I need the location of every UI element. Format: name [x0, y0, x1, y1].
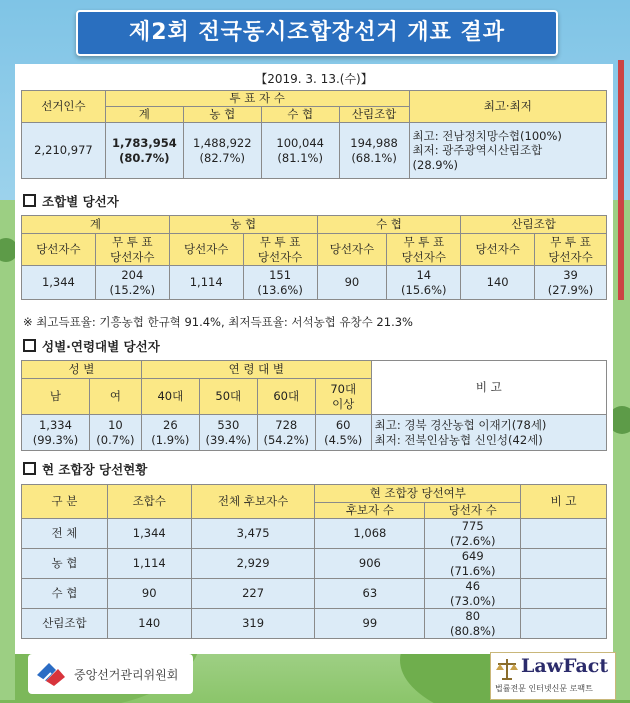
col-winners: 당선자수: [22, 234, 96, 266]
age-70s-value: 60 (4.5%): [315, 415, 371, 451]
winners-by-union-table: [21, 215, 607, 300]
nec-logo-badge: [28, 654, 193, 694]
unopposed-value: 151 (13.6%): [243, 266, 317, 300]
age-40s-value: 26 (1.9%): [141, 415, 199, 451]
row-inc-winners: 80 (80.8%): [425, 609, 521, 639]
row-type: 전 체: [22, 519, 108, 549]
header-count: 조합수: [107, 485, 191, 519]
winners-value: 1,114: [169, 266, 243, 300]
group-agri: 농 협: [169, 216, 317, 234]
age-60s-value: 728 (54.2%): [257, 415, 315, 451]
table-row: [22, 609, 607, 639]
unopposed-value: 14 (15.6%): [387, 266, 461, 300]
row-remark: [521, 549, 607, 579]
row-remark: [521, 609, 607, 639]
lawfact-name: LawFact: [521, 655, 609, 677]
vote-share-note: ※ 최고득표율: 기흥농협 한규혁 91.4%, 최저득표율: 서석농협 유창수 21.3%: [23, 315, 413, 329]
row-inc-candidates: 99: [315, 609, 425, 639]
extreme-values: 최고: 전남정치망수협(100%) 최저: 광주광역시산림조합 (28.9%): [409, 123, 606, 179]
row-type: 산림조합: [22, 609, 108, 639]
male-value: 1,334 (99.3%): [22, 415, 90, 451]
sub-forest: 산림조합: [339, 107, 409, 123]
section-by-union: 조합별 당선자: [23, 192, 119, 210]
group-forest: 산림조합: [461, 216, 607, 234]
col-40s: 40대: [141, 379, 199, 415]
col-unopposed: 무 투 표 당선자수: [535, 234, 607, 266]
row-inc-candidates: 63: [315, 579, 425, 609]
age-50s-value: 530 (39.4%): [199, 415, 257, 451]
col-winners: 당선자수: [317, 234, 387, 266]
row-candidates: 319: [191, 609, 315, 639]
row-count: 90: [107, 579, 191, 609]
sub-total: 계: [105, 107, 183, 123]
group-total: 계: [22, 216, 170, 234]
unopposed-value: 204 (15.2%): [95, 266, 169, 300]
header-remark: 비 고: [521, 485, 607, 519]
header-gender: 성 별: [22, 361, 142, 379]
col-unopposed: 무 투 표 당선자수: [387, 234, 461, 266]
winners-value: 90: [317, 266, 387, 300]
row-inc-winners: 649 (71.6%): [425, 549, 521, 579]
electors-value: 2,210,977: [22, 123, 106, 179]
section-incumbent: 현 조합장 당선현황: [23, 460, 147, 478]
sub-fish: 수 협: [261, 107, 339, 123]
row-candidates: 2,929: [191, 549, 315, 579]
row-count: 1,344: [107, 519, 191, 549]
winners-value: 1,344: [22, 266, 96, 300]
female-value: 10 (0.7%): [89, 415, 141, 451]
row-inc-candidates: 1,068: [315, 519, 425, 549]
row-remark: [521, 579, 607, 609]
lawfact-subtitle: 법률전문 인터넷신문 로팩트: [495, 684, 593, 693]
header-incumbent: 현 조합장 당선여부: [315, 485, 521, 503]
header-remark: 비 고: [371, 361, 606, 415]
col-inc-candidates: 후보자 수: [315, 503, 425, 519]
agri-voters: 1,488,922 (82.7%): [183, 123, 261, 179]
row-inc-winners: 775 (72.6%): [425, 519, 521, 549]
row-remark: [521, 519, 607, 549]
table-row: [22, 549, 607, 579]
col-inc-winners: 당선자 수: [425, 503, 521, 519]
col-female: 여: [89, 379, 141, 415]
col-unopposed: 무 투 표 당선자수: [243, 234, 317, 266]
unopposed-value: 39 (27.9%): [535, 266, 607, 300]
nec-name: 중앙선거관리위원회: [74, 667, 179, 682]
col-winners: 당선자수: [461, 234, 535, 266]
table-row: [22, 519, 607, 549]
header-electors: 선거인수: [22, 91, 106, 123]
col-70s: 70대 이상: [315, 379, 371, 415]
row-inc-candidates: 906: [315, 549, 425, 579]
page-title: 제2회 전국동시조합장선거 개표 결과: [76, 10, 558, 56]
incumbent-table: [21, 484, 607, 639]
header-voters: 투 표 자 수: [105, 91, 409, 107]
scale-icon: [494, 656, 520, 682]
forest-voters: 194,988 (68.1%): [339, 123, 409, 179]
total-voters: 1,783,954 (80.7%): [105, 123, 183, 179]
gender-age-table: [21, 360, 607, 451]
col-50s: 50대: [199, 379, 257, 415]
results-panel: [15, 64, 613, 654]
nec-logo-icon: [34, 659, 68, 689]
row-type: 수 협: [22, 579, 108, 609]
row-candidates: 3,475: [191, 519, 315, 549]
row-inc-winners: 46 (73.0%): [425, 579, 521, 609]
header-extreme: 최고·최저: [409, 91, 606, 123]
table-row: [22, 579, 607, 609]
row-type: 농 협: [22, 549, 108, 579]
col-winners: 당선자수: [169, 234, 243, 266]
col-60s: 60대: [257, 379, 315, 415]
header-candidates: 전체 후보자수: [191, 485, 315, 519]
section-marker-icon: [23, 462, 36, 475]
lawfact-logo: [490, 652, 616, 700]
sub-agri: 농 협: [183, 107, 261, 123]
row-candidates: 227: [191, 579, 315, 609]
row-count: 140: [107, 609, 191, 639]
election-date: 【2019. 3. 13.(수)】: [255, 72, 373, 86]
age-remark: 최고: 경북 경산농협 이재기(78세) 최저: 전북인삼농협 신인성(42세): [371, 415, 606, 451]
section-gender-age: 성별·연령대별 당선자: [23, 337, 160, 355]
winners-value: 140: [461, 266, 535, 300]
group-fish: 수 협: [317, 216, 461, 234]
header-type: 구 분: [22, 485, 108, 519]
fish-voters: 100,044 (81.1%): [261, 123, 339, 179]
col-unopposed: 무 투 표 당선자수: [95, 234, 169, 266]
row-count: 1,114: [107, 549, 191, 579]
col-male: 남: [22, 379, 90, 415]
turnout-table: [21, 90, 607, 179]
header-age: 연 령 대 별: [141, 361, 371, 379]
section-marker-icon: [23, 339, 36, 352]
section-marker-icon: [23, 194, 36, 207]
